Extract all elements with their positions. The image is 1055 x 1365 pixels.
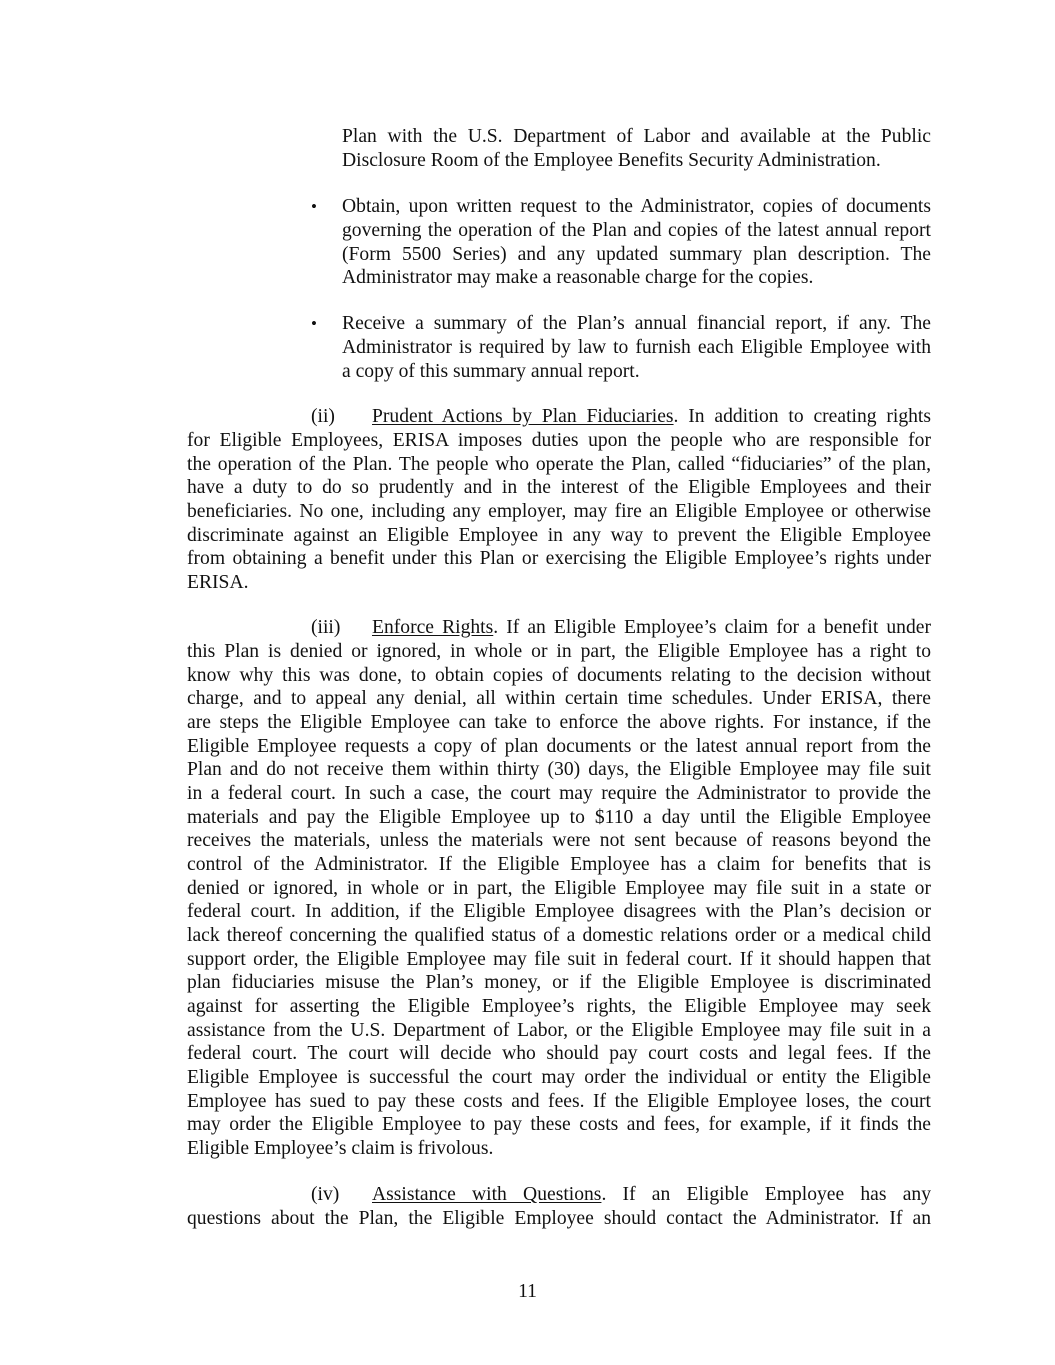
- section-first-line: [372, 1183, 931, 1207]
- section-first-line: [372, 405, 931, 429]
- bullet-line: Administrator is required by law to furnish each Eligible Employee with: [342, 337, 931, 358]
- paragraph-line: lack thereof concerning the qualified status of a domestic relations order or a medical child: [187, 925, 931, 946]
- paragraph-line: support order, the Eligible Employee may file suit in federal court. If it should happen that: [187, 949, 931, 970]
- paragraph-line: Eligible Employee is successful the court may order the individual or entity the Eligible: [187, 1067, 931, 1088]
- paragraph-line: know why this was done, to obtain copies of documents relating to the decision without: [187, 665, 931, 686]
- paragraph-line: Employee has sued to pay these costs and fees. If the Eligible Employee loses, the court: [187, 1091, 931, 1112]
- paragraph-line: beneficiaries. No one, including any employer, may fire an Eligible Employee or otherwise: [187, 501, 931, 522]
- paragraph-line: against for asserting the Eligible Employee’s rights, the Eligible Employee may seek: [187, 996, 931, 1017]
- bullet-line: (Form 5500 Series) and any updated summary plan description. The: [342, 244, 931, 265]
- bullet-line: Obtain, upon written request to the Administrator, copies of documents: [342, 196, 931, 217]
- page-number: 11: [518, 1281, 537, 1302]
- paragraph-line: ERISA.: [187, 572, 249, 593]
- paragraph-line: the operation of the Plan. The people who operate the Plan, called “fiduciaries” of the plan,: [187, 454, 931, 475]
- paragraph-line: in a federal court. In such a case, the court may require the Administrator to provide the: [187, 783, 931, 804]
- bullet-marker: •: [311, 197, 317, 216]
- paragraph-line: discriminate against an Eligible Employee in any way to prevent the Eligible Employee: [187, 525, 931, 546]
- bullet-line: Administrator may make a reasonable charge for the copies.: [342, 267, 814, 288]
- paragraph-line: from obtaining a benefit under this Plan or exercising the Eligible Employee’s rights under: [187, 548, 931, 569]
- section-first-line-text: . If an Eligible Employee’s claim for a benefit under: [493, 617, 931, 638]
- paragraph-line: control of the Administrator. If the Eligible Employee has a claim for benefits that is: [187, 854, 931, 875]
- paragraph-line: may order the Eligible Employee to pay these costs and fees, for example, if it finds the: [187, 1114, 931, 1135]
- paragraph-line: federal court. In addition, if the Eligible Employee disagrees with the Plan’s decision or: [187, 901, 931, 922]
- bullet-line: governing the operation of the Plan and copies of the latest annual report: [342, 220, 931, 241]
- paragraph-line: charge, and to appeal any denial, all within certain time schedules. Under ERISA, there: [187, 688, 931, 709]
- section-number: (ii): [311, 406, 335, 427]
- bullet-marker: •: [311, 314, 317, 333]
- section-number: (iv): [311, 1184, 340, 1205]
- paragraph-line: assistance from the U.S. Department of Labor, or the Eligible Employee may file suit in a: [187, 1020, 931, 1041]
- paragraph-line: for Eligible Employees, ERISA imposes duties upon the people who are responsible for: [187, 430, 931, 451]
- paragraph-line: receives the materials, unless the materials were not sent because of reasons beyond the: [187, 830, 931, 851]
- paragraph-line: federal court. The court will decide who should pay court costs and legal fees. If the: [187, 1043, 931, 1064]
- section-heading: Enforce Rights: [372, 617, 494, 638]
- bullet-line: Receive a summary of the Plan’s annual financial report, if any. The: [342, 313, 931, 334]
- paragraph-line: have a duty to do so prudently and in the interest of the Eligible Employees and their: [187, 477, 931, 498]
- paragraph-line: this Plan is denied or ignored, in whole or in part, the Eligible Employee has a right to: [187, 641, 931, 662]
- paragraph-line: Plan and do not receive them within thirty (30) days, the Eligible Employee may file suit: [187, 759, 931, 780]
- paragraph-line: denied or ignored, in whole or in part, the Eligible Employee may file suit in a state or: [187, 878, 931, 899]
- paragraph-line: Eligible Employee’s claim is frivolous.: [187, 1138, 494, 1159]
- section-heading: Prudent Actions by Plan Fiduciaries: [372, 406, 674, 427]
- section-heading: Assistance with Questions: [372, 1184, 602, 1205]
- section-first-line-text: . In addition to creating rights: [673, 406, 931, 427]
- section-number: (iii): [311, 617, 341, 638]
- paragraph-line: Plan with the U.S. Department of Labor and available at the Public: [342, 126, 931, 147]
- paragraph-line: plan fiduciaries misuse the Plan’s money, or if the Eligible Employee is discriminated: [187, 972, 931, 993]
- bullet-line: a copy of this summary annual report.: [342, 361, 640, 382]
- paragraph-line: Disclosure Room of the Employee Benefits Security Administration.: [342, 150, 881, 171]
- paragraph-line: Eligible Employee requests a copy of plan documents or the latest annual report from the: [187, 736, 931, 757]
- paragraph-line: are steps the Eligible Employee can take to enforce the above rights. For instance, if the: [187, 712, 931, 733]
- paragraph-line: materials and pay the Eligible Employee up to $110 a day until the Eligible Employee: [187, 807, 931, 828]
- paragraph-line: questions about the Plan, the Eligible Employee should contact the Administrator. If an: [187, 1208, 931, 1229]
- section-first-line-text: . If an Eligible Employee has any: [601, 1184, 932, 1205]
- section-first-line: [372, 616, 931, 640]
